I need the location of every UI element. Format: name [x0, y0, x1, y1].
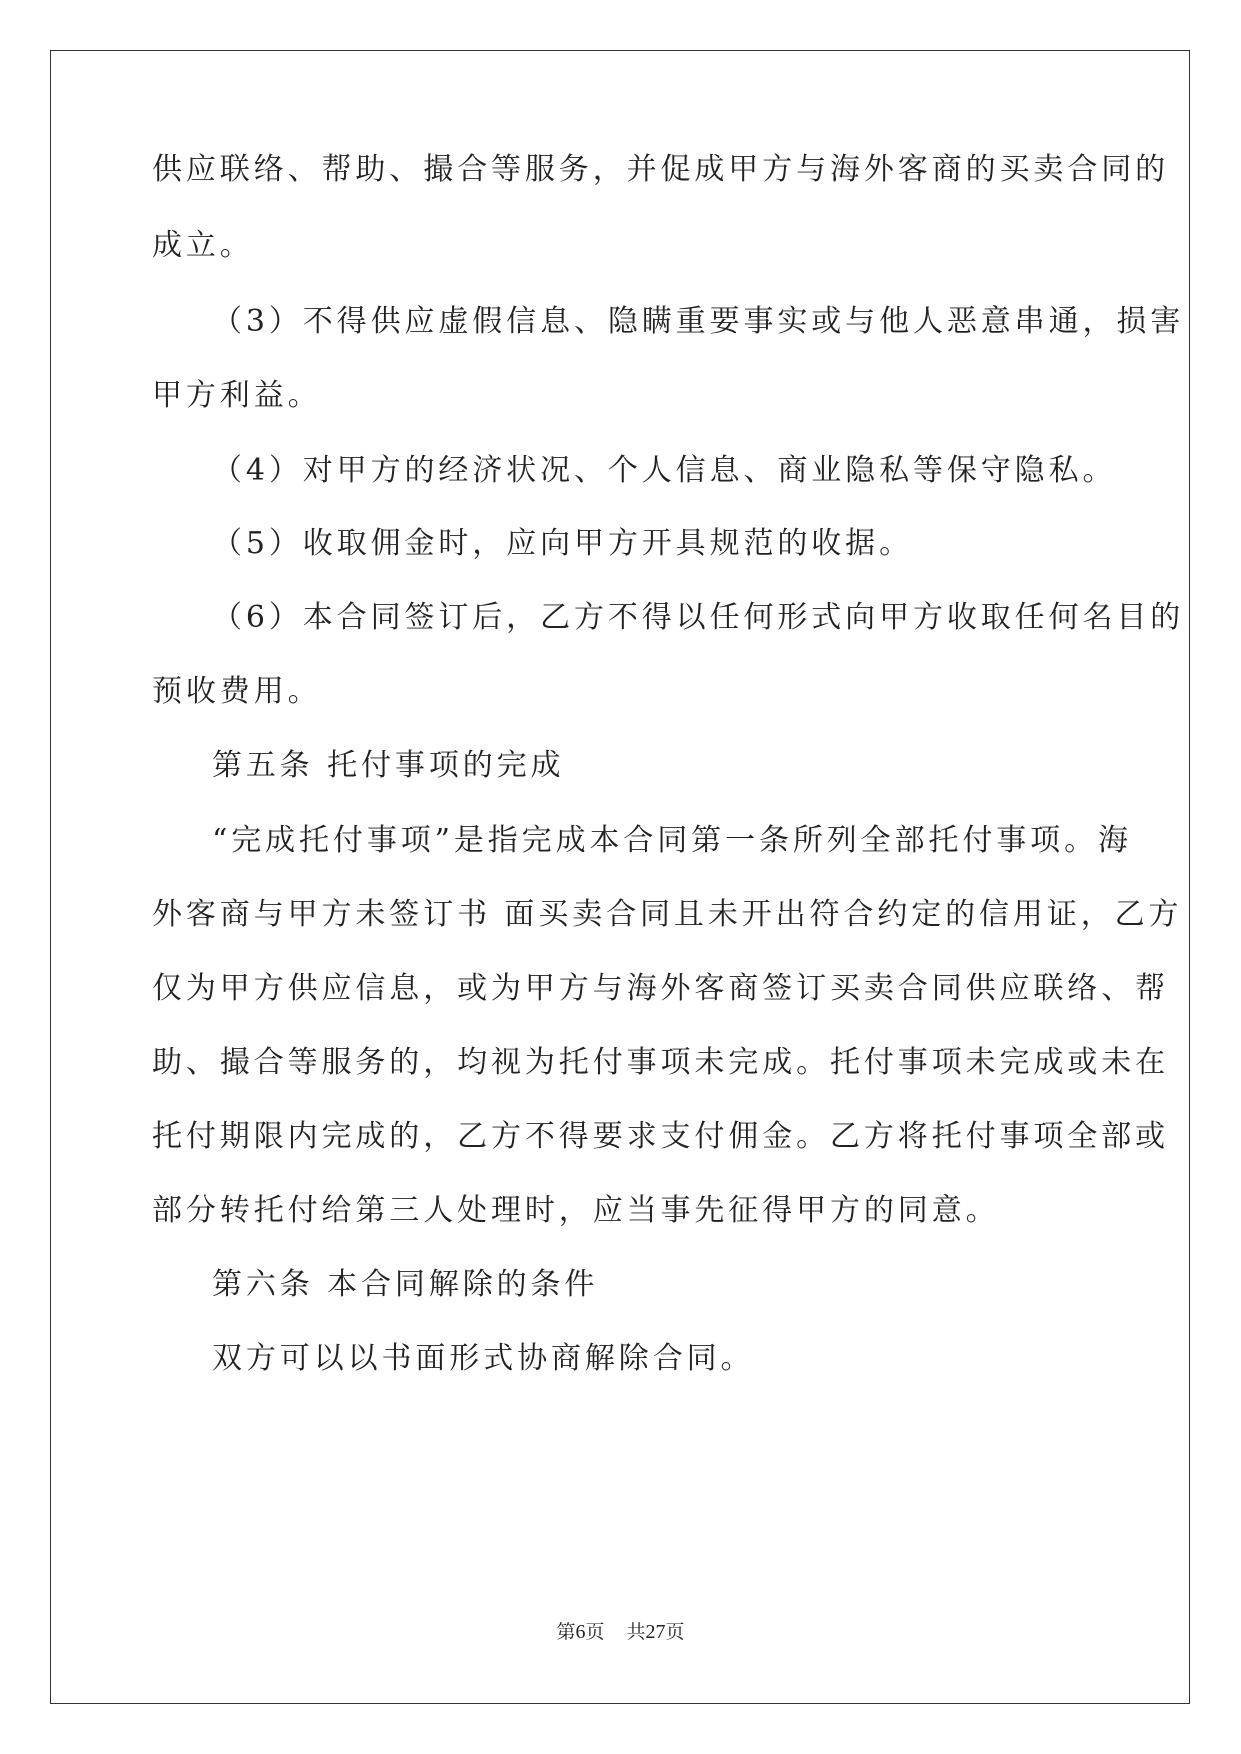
total-prefix: 共	[626, 1621, 646, 1643]
text-line: （6）本合同签订后，乙方不得以任何形式向甲方收取任何名目的	[212, 600, 1185, 635]
text-line: 双方可以以书面形式协商解除合同。	[212, 1341, 755, 1376]
total-suffix: 页	[665, 1621, 685, 1643]
text-line: 甲方利益。	[152, 378, 322, 413]
text-line: 供应联络、帮助、撮合等服务，并促成甲方与海外客商的买卖合同的	[152, 152, 1169, 187]
page-footer	[0, 1620, 1241, 1644]
section-heading: 第六条 本合同解除的条件	[212, 1267, 599, 1302]
text-line: （5）收取佣金时，应向甲方开具规范的收据。	[212, 526, 913, 561]
text-line: 仅为甲方供应信息，或为甲方与海外客商签订买卖合同供应联络、帮	[152, 971, 1169, 1006]
text-line: 托付期限内完成的，乙方不得要求支付佣金。乙方将托付事项全部或	[152, 1119, 1169, 1154]
text-line: （4）对甲方的经济状况、个人信息、商业隐私等保守隐私。	[212, 453, 1117, 488]
total-pages: 27	[645, 1621, 666, 1643]
text-line: “完成托付事项”是指完成本合同第一条所列全部托付事项。海	[212, 823, 1132, 858]
page-border	[50, 50, 1190, 1704]
text-line: 预收费用。	[152, 674, 322, 709]
text-line: 外客商与甲方未签订书 面买卖合同且未开出符合约定的信用证，乙方	[152, 897, 1183, 932]
text-line: 成立。	[152, 228, 254, 263]
text-line: （3）不得供应虚假信息、隐瞒重要事实或与他人恶意串通，损害	[212, 304, 1185, 339]
page-suffix: 页	[585, 1621, 605, 1643]
page-prefix: 第	[556, 1621, 576, 1643]
page-number: 6	[575, 1621, 586, 1643]
text-line: 部分转托付给第三人处理时，应当事先征得甲方的同意。	[152, 1193, 1000, 1228]
section-heading: 第五条 托付事项的完成	[212, 748, 565, 783]
text-line: 助、撮合等服务的，均视为托付事项未完成。托付事项未完成或未在	[152, 1045, 1169, 1080]
